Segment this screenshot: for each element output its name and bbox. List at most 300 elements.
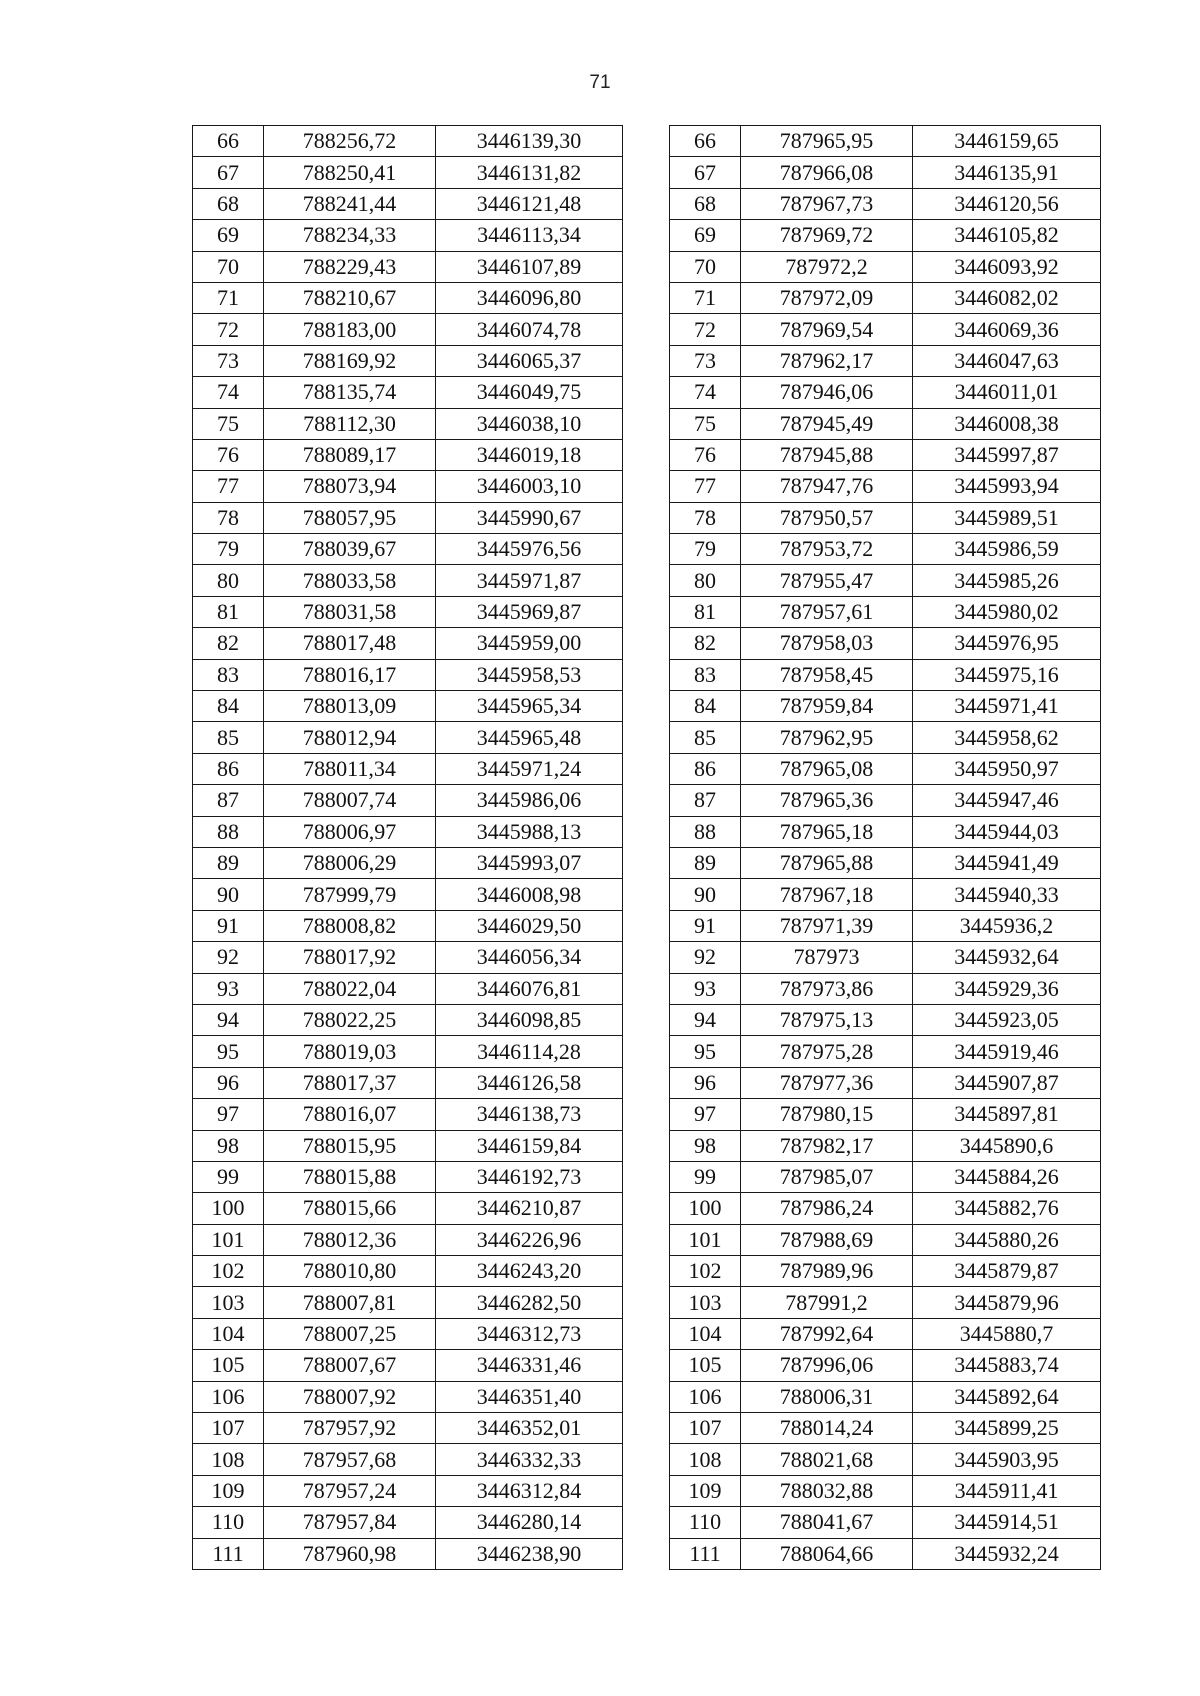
x-coordinate-cell: 788031,58 [264,596,436,627]
point-number-cell: 96 [670,1067,741,1098]
x-coordinate-cell: 787991,2 [741,1287,913,1318]
y-coordinate-cell: 3445882,76 [913,1193,1101,1224]
table-row [193,1224,623,1255]
x-coordinate-cell: 787962,17 [741,345,913,376]
table-row [193,126,623,157]
y-coordinate-cell: 3446238,90 [436,1538,623,1569]
table-row [193,1067,623,1098]
point-number-cell: 91 [193,910,264,941]
y-coordinate-cell: 3446210,87 [436,1193,623,1224]
point-number-cell: 103 [670,1287,741,1318]
table-row [193,1381,623,1412]
y-coordinate-cell: 3446038,10 [436,408,623,439]
table-row [670,1381,1101,1412]
table-row [193,1318,623,1349]
y-coordinate-cell: 3445919,46 [913,1036,1101,1067]
x-coordinate-cell: 787957,61 [741,596,913,627]
point-number-cell: 94 [193,1004,264,1035]
table-row [670,879,1101,910]
x-coordinate-cell: 788064,66 [741,1538,913,1569]
point-number-cell: 108 [670,1444,741,1475]
y-coordinate-cell: 3446074,78 [436,314,623,345]
y-coordinate-cell: 3445929,36 [913,973,1101,1004]
y-coordinate-cell: 3445892,64 [913,1381,1101,1412]
x-coordinate-cell: 788012,36 [264,1224,436,1255]
y-coordinate-cell: 3446069,36 [913,314,1101,345]
table-row [193,408,623,439]
x-coordinate-cell: 788210,67 [264,282,436,313]
point-number-cell: 79 [193,534,264,565]
point-number-cell: 82 [670,628,741,659]
point-number-cell: 95 [670,1036,741,1067]
point-number-cell: 68 [670,188,741,219]
y-coordinate-cell: 3446139,30 [436,126,623,157]
table-row [670,1413,1101,1444]
y-coordinate-cell: 3446282,50 [436,1287,623,1318]
point-number-cell: 97 [670,1099,741,1130]
point-number-cell: 104 [193,1318,264,1349]
y-coordinate-cell: 3445971,24 [436,753,623,784]
x-coordinate-cell: 787967,73 [741,188,913,219]
x-coordinate-cell: 787965,18 [741,816,913,847]
x-coordinate-cell: 788022,04 [264,973,436,1004]
point-number-cell: 90 [193,879,264,910]
table-row [193,1413,623,1444]
point-number-cell: 97 [193,1099,264,1130]
point-number-cell: 78 [193,502,264,533]
table-row [670,816,1101,847]
x-coordinate-cell: 788022,25 [264,1004,436,1035]
point-number-cell: 70 [670,251,741,282]
table-row [193,1256,623,1287]
y-coordinate-cell: 3446076,81 [436,973,623,1004]
point-number-cell: 81 [193,596,264,627]
x-coordinate-cell: 787958,45 [741,659,913,690]
y-coordinate-cell: 3445940,33 [913,879,1101,910]
y-coordinate-cell: 3446093,92 [913,251,1101,282]
table-row [670,1475,1101,1506]
point-number-cell: 76 [670,439,741,470]
y-coordinate-cell: 3445989,51 [913,502,1101,533]
point-number-cell: 106 [670,1381,741,1412]
point-number-cell: 77 [193,471,264,502]
x-coordinate-cell: 788017,37 [264,1067,436,1098]
x-coordinate-cell: 787999,79 [264,879,436,910]
x-coordinate-cell: 788250,41 [264,157,436,188]
y-coordinate-cell: 3445932,64 [913,942,1101,973]
point-number-cell: 73 [193,345,264,376]
table-row [193,1161,623,1192]
y-coordinate-cell: 3445976,56 [436,534,623,565]
x-coordinate-cell: 788013,09 [264,691,436,722]
x-coordinate-cell: 787965,36 [741,785,913,816]
table-row [193,596,623,627]
point-number-cell: 71 [670,282,741,313]
table-row [670,1067,1101,1098]
x-coordinate-cell: 788017,48 [264,628,436,659]
point-number-cell: 94 [670,1004,741,1035]
y-coordinate-cell: 3446120,56 [913,188,1101,219]
table-row [193,1036,623,1067]
x-coordinate-cell: 787969,72 [741,220,913,251]
x-coordinate-cell: 787960,98 [264,1538,436,1569]
point-number-cell: 85 [193,722,264,753]
point-number-cell: 70 [193,251,264,282]
x-coordinate-cell: 787988,69 [741,1224,913,1255]
y-coordinate-cell: 3446011,01 [913,377,1101,408]
table-row [670,1538,1101,1569]
x-coordinate-cell: 787955,47 [741,565,913,596]
table-row [670,1130,1101,1161]
x-coordinate-cell: 788006,97 [264,816,436,847]
table-row [193,973,623,1004]
point-number-cell: 90 [670,879,741,910]
y-coordinate-cell: 3445990,67 [436,502,623,533]
x-coordinate-cell: 788007,25 [264,1318,436,1349]
table-row [193,1444,623,1475]
table-row [193,251,623,282]
point-number-cell: 98 [670,1130,741,1161]
point-number-cell: 67 [193,157,264,188]
point-number-cell: 77 [670,471,741,502]
x-coordinate-cell: 787996,06 [741,1350,913,1381]
y-coordinate-cell: 3445880,7 [913,1318,1101,1349]
y-coordinate-cell: 3445993,94 [913,471,1101,502]
y-coordinate-cell: 3445944,03 [913,816,1101,847]
x-coordinate-cell: 788007,67 [264,1350,436,1381]
x-coordinate-cell: 788135,74 [264,377,436,408]
table-row [670,1318,1101,1349]
x-coordinate-cell: 788032,88 [741,1475,913,1506]
table-row [670,785,1101,816]
x-coordinate-cell: 787975,13 [741,1004,913,1035]
y-coordinate-cell: 3445897,81 [913,1099,1101,1130]
x-coordinate-cell: 787965,95 [741,126,913,157]
y-coordinate-cell: 3445976,95 [913,628,1101,659]
x-coordinate-cell: 788006,31 [741,1381,913,1412]
y-coordinate-cell: 3446280,14 [436,1507,623,1538]
y-coordinate-cell: 3446131,82 [436,157,623,188]
point-number-cell: 93 [670,973,741,1004]
table-row [670,753,1101,784]
table-row [193,1099,623,1130]
x-coordinate-cell: 787977,36 [741,1067,913,1098]
point-number-cell: 87 [670,785,741,816]
y-coordinate-cell: 3446082,02 [913,282,1101,313]
point-number-cell: 100 [193,1193,264,1224]
table-row [193,439,623,470]
table-row [670,282,1101,313]
x-coordinate-cell: 788007,81 [264,1287,436,1318]
point-number-cell: 87 [193,785,264,816]
y-coordinate-cell: 3446126,58 [436,1067,623,1098]
point-number-cell: 88 [193,816,264,847]
point-number-cell: 103 [193,1287,264,1318]
x-coordinate-cell: 788089,17 [264,439,436,470]
y-coordinate-cell: 3446113,34 [436,220,623,251]
y-coordinate-cell: 3445914,51 [913,1507,1101,1538]
y-coordinate-cell: 3446107,89 [436,251,623,282]
x-coordinate-cell: 787985,07 [741,1161,913,1192]
x-coordinate-cell: 788014,24 [741,1413,913,1444]
y-coordinate-cell: 3445959,00 [436,628,623,659]
x-coordinate-cell: 788006,29 [264,847,436,878]
y-coordinate-cell: 3445947,46 [913,785,1101,816]
y-coordinate-cell: 3445903,95 [913,1444,1101,1475]
table-row [193,1130,623,1161]
x-coordinate-cell: 787953,72 [741,534,913,565]
table-row [193,1538,623,1569]
table-row [670,1287,1101,1318]
table-row [670,439,1101,470]
x-coordinate-cell: 787972,09 [741,282,913,313]
x-coordinate-cell: 788021,68 [741,1444,913,1475]
y-coordinate-cell: 3445941,49 [913,847,1101,878]
x-coordinate-cell: 788073,94 [264,471,436,502]
y-coordinate-cell: 3445969,87 [436,596,623,627]
coordinates-table-right [669,125,1101,1570]
point-number-cell: 100 [670,1193,741,1224]
y-coordinate-cell: 3445911,41 [913,1475,1101,1506]
x-coordinate-cell: 788017,92 [264,942,436,973]
y-coordinate-cell: 3446138,73 [436,1099,623,1130]
x-coordinate-cell: 787946,06 [741,377,913,408]
point-number-cell: 72 [670,314,741,345]
point-number-cell: 105 [193,1350,264,1381]
point-number-cell: 82 [193,628,264,659]
table-row [670,345,1101,376]
point-number-cell: 95 [193,1036,264,1067]
point-number-cell: 83 [670,659,741,690]
y-coordinate-cell: 3445884,26 [913,1161,1101,1192]
point-number-cell: 72 [193,314,264,345]
x-coordinate-cell: 787980,15 [741,1099,913,1130]
table-row [193,1287,623,1318]
x-coordinate-cell: 788016,17 [264,659,436,690]
table-row [670,659,1101,690]
x-coordinate-cell: 787992,64 [741,1318,913,1349]
x-coordinate-cell: 788019,03 [264,1036,436,1067]
point-number-cell: 99 [193,1161,264,1192]
point-number-cell: 75 [193,408,264,439]
x-coordinate-cell: 788012,94 [264,722,436,753]
point-number-cell: 74 [193,377,264,408]
y-coordinate-cell: 3445997,87 [913,439,1101,470]
x-coordinate-cell: 788008,82 [264,910,436,941]
point-number-cell: 109 [670,1475,741,1506]
point-number-cell: 107 [670,1413,741,1444]
table-row [670,314,1101,345]
point-number-cell: 110 [193,1507,264,1538]
table-row [670,1004,1101,1035]
table-row [193,816,623,847]
point-number-cell: 68 [193,188,264,219]
x-coordinate-cell: 788234,33 [264,220,436,251]
point-number-cell: 81 [670,596,741,627]
table-row [193,1350,623,1381]
point-number-cell: 75 [670,408,741,439]
point-number-cell: 84 [670,691,741,722]
table-row [670,847,1101,878]
x-coordinate-cell: 788015,66 [264,1193,436,1224]
point-number-cell: 69 [193,220,264,251]
table-row [670,471,1101,502]
y-coordinate-cell: 3445883,74 [913,1350,1101,1381]
point-number-cell: 66 [193,126,264,157]
x-coordinate-cell: 788033,58 [264,565,436,596]
table-row [670,596,1101,627]
y-coordinate-cell: 3446192,73 [436,1161,623,1192]
table-row [670,157,1101,188]
table-row [670,534,1101,565]
y-coordinate-cell: 3446098,85 [436,1004,623,1035]
table-row [670,220,1101,251]
x-coordinate-cell: 787975,28 [741,1036,913,1067]
table-row [193,785,623,816]
y-coordinate-cell: 3445936,2 [913,910,1101,941]
x-coordinate-cell: 787972,2 [741,251,913,282]
x-coordinate-cell: 788041,67 [741,1507,913,1538]
y-coordinate-cell: 3446159,65 [913,126,1101,157]
y-coordinate-cell: 3445923,05 [913,1004,1101,1035]
x-coordinate-cell: 788241,44 [264,188,436,219]
point-number-cell: 71 [193,282,264,313]
y-coordinate-cell: 3446008,38 [913,408,1101,439]
point-number-cell: 111 [193,1538,264,1569]
point-number-cell: 108 [193,1444,264,1475]
y-coordinate-cell: 3445971,41 [913,691,1101,722]
point-number-cell: 78 [670,502,741,533]
x-coordinate-cell: 788256,72 [264,126,436,157]
table-row [670,565,1101,596]
x-coordinate-cell: 787982,17 [741,1130,913,1161]
x-coordinate-cell: 787957,84 [264,1507,436,1538]
y-coordinate-cell: 3445965,34 [436,691,623,722]
y-coordinate-cell: 3445975,16 [913,659,1101,690]
point-number-cell: 89 [193,847,264,878]
table-row [193,1193,623,1224]
point-number-cell: 76 [193,439,264,470]
point-number-cell: 101 [193,1224,264,1255]
table-row [670,1036,1101,1067]
x-coordinate-cell: 788039,67 [264,534,436,565]
x-coordinate-cell: 788112,30 [264,408,436,439]
point-number-cell: 102 [670,1256,741,1287]
table-row [193,628,623,659]
page-number: 71 [589,72,611,93]
table-row [670,251,1101,282]
point-number-cell: 111 [670,1538,741,1569]
table-row [193,691,623,722]
point-number-cell: 101 [670,1224,741,1255]
table-row [193,1475,623,1506]
y-coordinate-cell: 3446312,84 [436,1475,623,1506]
point-number-cell: 66 [670,126,741,157]
table-row [670,691,1101,722]
y-coordinate-cell: 3446008,98 [436,879,623,910]
point-number-cell: 107 [193,1413,264,1444]
point-number-cell: 69 [670,220,741,251]
y-coordinate-cell: 3446331,46 [436,1350,623,1381]
y-coordinate-cell: 3445993,07 [436,847,623,878]
y-coordinate-cell: 3446351,40 [436,1381,623,1412]
x-coordinate-cell: 788010,80 [264,1256,436,1287]
point-number-cell: 98 [193,1130,264,1161]
y-coordinate-cell: 3446114,28 [436,1036,623,1067]
y-coordinate-cell: 3445907,87 [913,1067,1101,1098]
x-coordinate-cell: 787969,54 [741,314,913,345]
table-row [193,534,623,565]
table-row [670,722,1101,753]
point-number-cell: 102 [193,1256,264,1287]
table-row [193,659,623,690]
table-row [193,220,623,251]
table-row [193,565,623,596]
x-coordinate-cell: 787965,88 [741,847,913,878]
point-number-cell: 104 [670,1318,741,1349]
y-coordinate-cell: 3446019,18 [436,439,623,470]
x-coordinate-cell: 787957,24 [264,1475,436,1506]
y-coordinate-cell: 3446312,73 [436,1318,623,1349]
y-coordinate-cell: 3445971,87 [436,565,623,596]
table-row [670,1507,1101,1538]
x-coordinate-cell: 787973 [741,942,913,973]
x-coordinate-cell: 787957,68 [264,1444,436,1475]
table-row [670,1350,1101,1381]
y-coordinate-cell: 3446226,96 [436,1224,623,1255]
table-row [670,628,1101,659]
table-row [670,1161,1101,1192]
y-coordinate-cell: 3445879,87 [913,1256,1101,1287]
table-row [670,1193,1101,1224]
table-row [670,188,1101,219]
y-coordinate-cell: 3446049,75 [436,377,623,408]
table-row [670,942,1101,973]
table-row [670,1444,1101,1475]
x-coordinate-cell: 787947,76 [741,471,913,502]
y-coordinate-cell: 3445958,53 [436,659,623,690]
table-row [193,753,623,784]
x-coordinate-cell: 787950,57 [741,502,913,533]
table-row [670,502,1101,533]
point-number-cell: 86 [670,753,741,784]
y-coordinate-cell: 3446121,48 [436,188,623,219]
y-coordinate-cell: 3445899,25 [913,1413,1101,1444]
y-coordinate-cell: 3446105,82 [913,220,1101,251]
y-coordinate-cell: 3446352,01 [436,1413,623,1444]
point-number-cell: 73 [670,345,741,376]
point-number-cell: 88 [670,816,741,847]
table-row [670,377,1101,408]
x-coordinate-cell: 788169,92 [264,345,436,376]
table-row [193,377,623,408]
y-coordinate-cell: 3445988,13 [436,816,623,847]
y-coordinate-cell: 3446065,37 [436,345,623,376]
y-coordinate-cell: 3445985,26 [913,565,1101,596]
y-coordinate-cell: 3445986,06 [436,785,623,816]
x-coordinate-cell: 788007,92 [264,1381,436,1412]
table-row [670,973,1101,1004]
point-number-cell: 80 [193,565,264,596]
y-coordinate-cell: 3446332,33 [436,1444,623,1475]
table-row [670,1099,1101,1130]
point-number-cell: 89 [670,847,741,878]
table-row [193,942,623,973]
table-row [670,1256,1101,1287]
y-coordinate-cell: 3445980,02 [913,596,1101,627]
x-coordinate-cell: 787989,96 [741,1256,913,1287]
table-row [193,502,623,533]
